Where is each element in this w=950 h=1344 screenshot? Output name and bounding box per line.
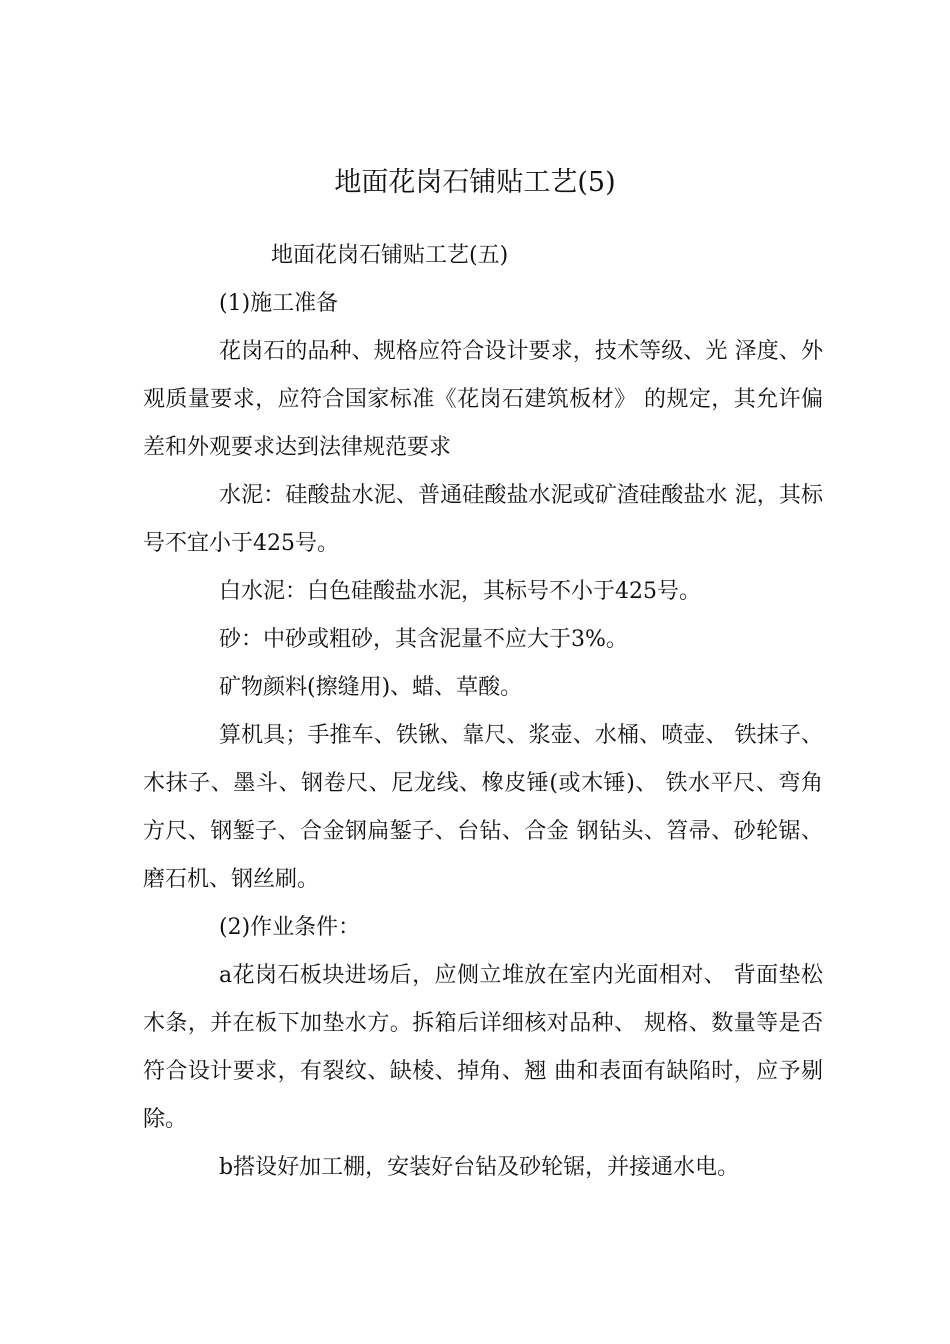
paragraph-pigments: 矿物颜料(擦缝用)、蜡、草酸。 <box>219 675 523 700</box>
section-heading-construction-preparation: (1)施工准备 <box>219 291 339 316</box>
section-heading-working-conditions: (2)作业条件： <box>219 915 361 940</box>
paragraph-tools: 算机具；手推车、铁锹、靠尺、浆壶、水桶、喷壶、 铁抹子、木抹子、墨斗、钢卷尺、尼龙线、橡皮锤(或木锤)、 铁水平尺、弯角方尺、钢錾子、合金钢扁錾子、台钻、合金 钢钻头、笤帚、砂轮锯、磨石机、钢丝刷。 <box>143 723 823 892</box>
subtitle-paragraph: 地面花岗石铺贴工艺(五) <box>271 243 509 268</box>
paragraph-sand: 砂：中砂或粗砂，其含泥量不应大于3%。 <box>219 627 628 652</box>
paragraph-white-cement: 白水泥：白色硅酸盐水泥，其标号不小于425号。 <box>219 579 701 604</box>
document-body <box>143 232 823 1192</box>
paragraph-cement: 水泥：硅酸盐水泥、普通硅酸盐水泥或矿渣硅酸盐水 泥，其标号不宜小于425号。 <box>143 483 823 556</box>
paragraph-condition-b: b搭设好加工棚，安装好台钻及砂轮锯，并接通水电。 <box>219 1155 740 1180</box>
paragraph-condition-a: a花岗石板块进场后，应侧立堆放在室内光面相对、 背面垫松木条，并在板下加垫水方。拆箱后详细核对品种、 规格、数量等是否符合设计要求，有裂纹、缺棱、掉角、翘 曲和表面有缺陷时，应予剔除。 <box>143 963 823 1132</box>
page-title: 地面花岗石铺贴工艺(5) <box>334 167 616 198</box>
paragraph-granite-requirements: 花岗石的品种、规格应符合设计要求，技术等级、光 泽度、外观质量要求，应符合国家标准《花岗石建筑板材》 的规定，其允许偏差和外观要求达到法律规范要求 <box>143 339 823 460</box>
